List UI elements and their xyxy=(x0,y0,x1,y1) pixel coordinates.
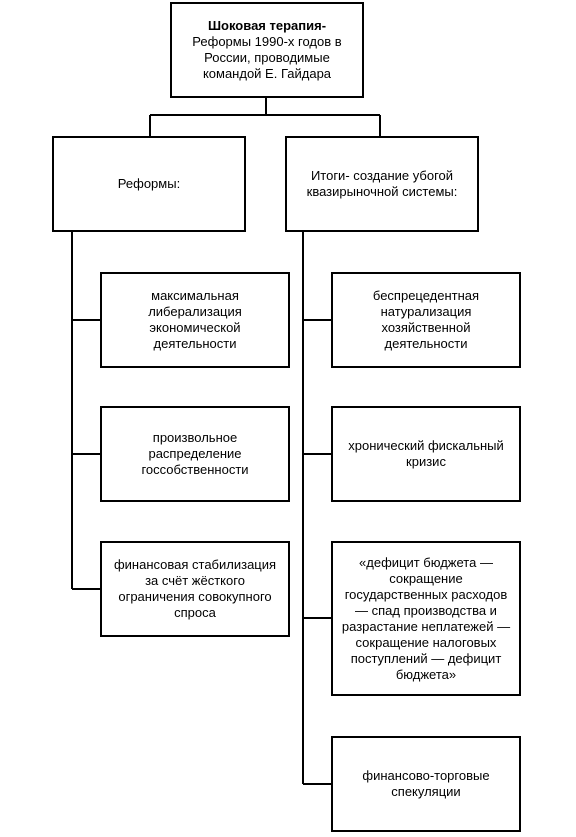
result-item-budget-cycle xyxy=(331,541,521,696)
reforms-label: Реформы: xyxy=(117,176,181,191)
root-title: Шоковая терапия- xyxy=(207,18,327,33)
results-label: Итоги- создание убогой квазирыночной системы: xyxy=(306,168,458,199)
reform-item-label: произвольное распределение госсобственности xyxy=(141,430,249,477)
result-item-label: беспрецедентная натурализация хозяйственной деятельности xyxy=(372,288,480,351)
reform-item-financial-stabilization xyxy=(100,541,290,637)
result-item-label: хронический фискальный кризис xyxy=(348,438,504,469)
reform-item-label: максимальная либерализация экономической деятельности xyxy=(148,288,242,351)
reforms-node xyxy=(52,136,246,232)
results-node xyxy=(285,136,479,232)
root-node xyxy=(170,2,364,98)
reform-item-liberalization xyxy=(100,272,290,368)
result-item-speculation xyxy=(331,736,521,832)
root-body: Реформы 1990-х годов в России, проводимые командой Е. Гайдара xyxy=(192,34,342,81)
result-item-label: финансово-торговые спекуляции xyxy=(362,768,490,799)
result-item-naturalization xyxy=(331,272,521,368)
result-item-label: «дефицит бюджета — сокращение государственных расходов — спад производства и разрастание неплатежей — сокращение налоговых поступлений — дефицит бюджета» xyxy=(341,554,511,682)
reform-item-property-distribution xyxy=(100,406,290,502)
result-item-fiscal-crisis xyxy=(331,406,521,502)
reform-item-label: финансовая стабилизация за счёт жёсткого ограничения совокупного спроса xyxy=(113,557,277,620)
